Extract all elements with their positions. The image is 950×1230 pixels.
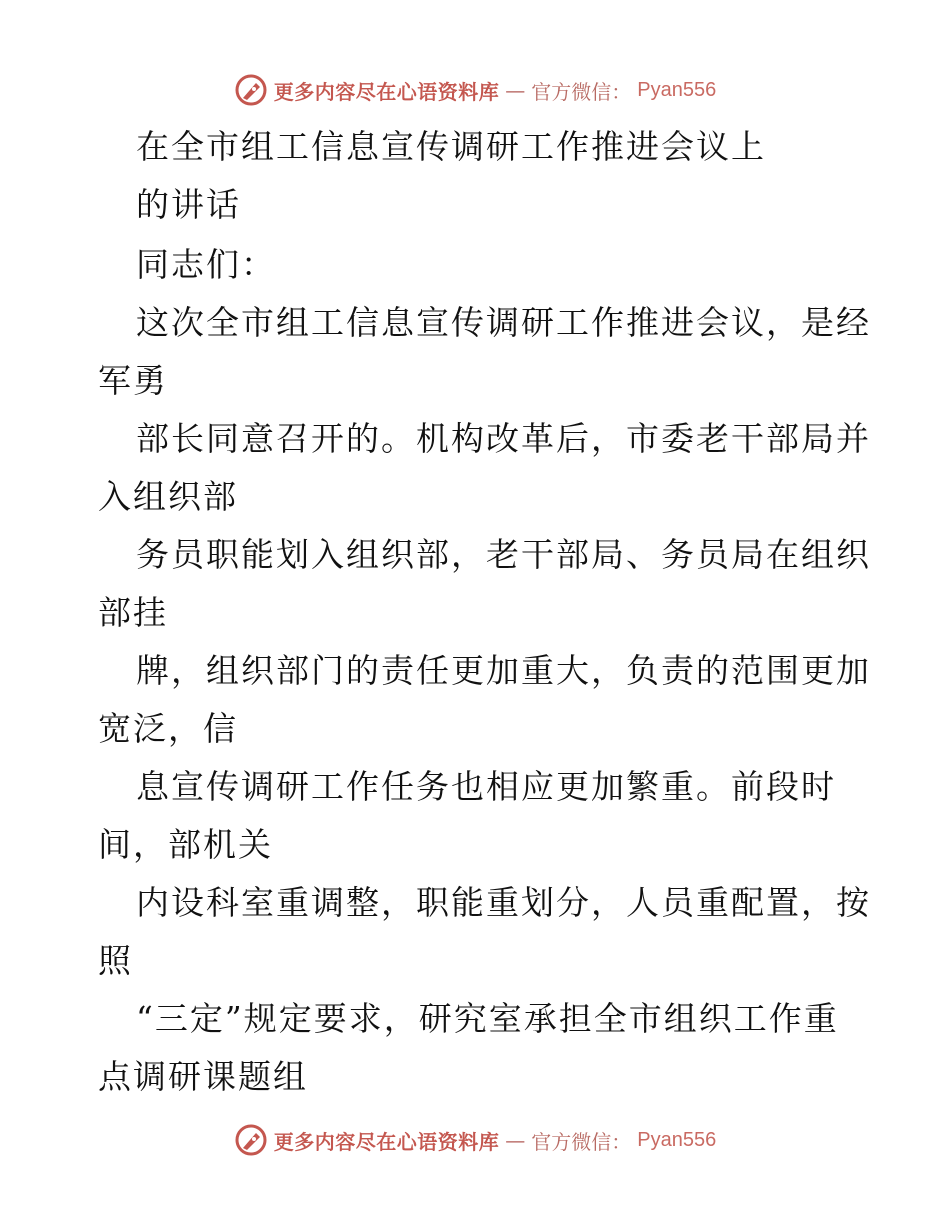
watermark-side-label: 官方微信： — [531, 79, 632, 104]
greeting: 同志们： — [136, 245, 276, 284]
paragraph-line: “三定”规定要求，研究室承担全市组织工作重 — [136, 999, 839, 1038]
pen-nib-circle-icon — [234, 1123, 268, 1157]
paragraph-line: 军勇 — [98, 361, 168, 400]
paragraph-line: 间，部机关 — [98, 825, 273, 864]
watermark-text: 更多内容尽在心语资料库 — [273, 79, 500, 104]
watermark-account: Pyan556 — [637, 1128, 717, 1151]
paragraph-line: 入组织部 — [98, 477, 238, 516]
paragraph-line: 息宣传调研工作任务也相应更加繁重。前段时 — [136, 767, 836, 806]
watermark-separator: — — [505, 78, 526, 102]
document-title-line-1: 在全市组工信息宣传调研工作推进会议上 — [136, 127, 766, 166]
paragraph-line: 部挂 — [98, 593, 168, 632]
paragraph-line: 照 — [98, 941, 133, 980]
watermark-side-label: 官方微信： — [531, 1129, 632, 1154]
paragraph-line: 宽泛，信 — [98, 709, 238, 748]
paragraph-line: 点调研课题组 — [98, 1057, 308, 1096]
paragraph-line: 牌，组织部门的责任更加重大，负责的范围更加 — [136, 651, 871, 690]
pen-nib-circle-icon — [234, 73, 268, 107]
paragraph-line: 部长同意召开的。机构改革后，市委老干部局并 — [136, 419, 871, 458]
watermark-account: Pyan556 — [637, 78, 717, 101]
watermark-separator: — — [505, 1128, 526, 1152]
watermark-text: 更多内容尽在心语资料库 — [273, 1129, 500, 1154]
paragraph-line: 这次全市组工信息宣传调研工作推进会议，是经 — [136, 303, 871, 342]
footer-watermark — [0, 1120, 950, 1160]
paragraph-line: 务员职能划入组织部，老干部局、务员局在组织 — [136, 535, 871, 574]
header-watermark — [0, 70, 950, 110]
document-title-line-2: 的讲话 — [136, 185, 241, 224]
paragraph-line: 内设科室重调整，职能重划分，人员重配置，按 — [136, 883, 871, 922]
